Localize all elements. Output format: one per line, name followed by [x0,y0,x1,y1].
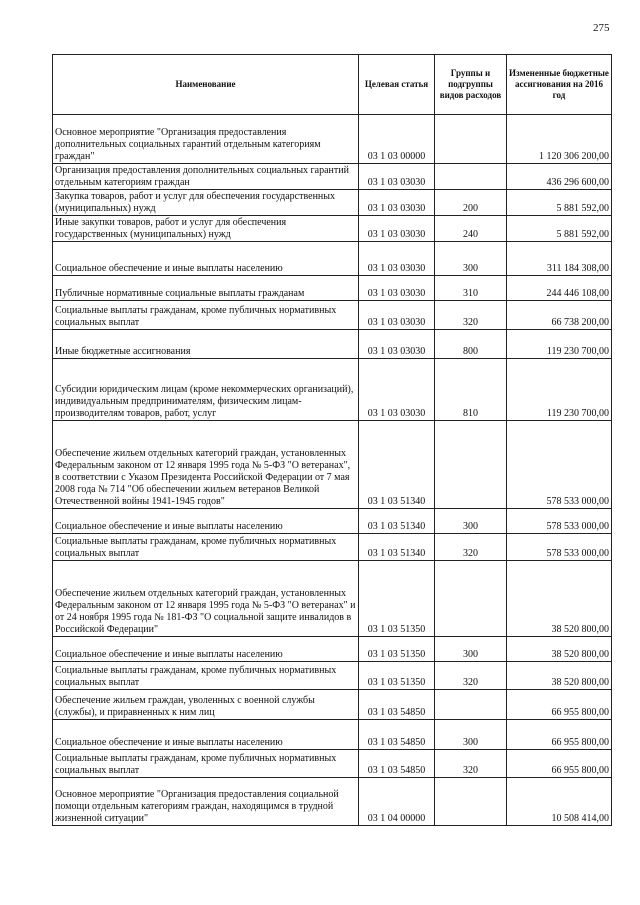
row-target: 03 1 03 03030 [359,164,435,190]
table-row [53,690,612,720]
row-group: 300 [435,509,507,534]
row-name: Социальное обеспечение и иные выплаты населению [53,637,359,662]
row-name: Иные бюджетные ассигнования [53,330,359,359]
row-amount: 578 533 000,00 [507,509,612,534]
table-row [53,276,612,301]
row-group: 240 [435,216,507,242]
row-target: 03 1 03 03030 [359,301,435,330]
row-target: 03 1 03 51340 [359,421,435,509]
row-amount: 66 955 800,00 [507,690,612,720]
row-target: 03 1 03 03030 [359,359,435,421]
row-amount: 578 533 000,00 [507,534,612,561]
row-target: 03 1 03 00000 [359,115,435,164]
row-target: 03 1 03 54850 [359,750,435,778]
row-amount: 66 738 200,00 [507,301,612,330]
row-group [435,115,507,164]
row-name: Обеспечение жильем отдельных категорий граждан, установленных Федеральным законом от 12 января 1995 года № 5-ФЗ "О ветеранах", в соответствии с Указом Президента Российской Федерации от 7 мая 2008 года № 714 "Об обеспечении жильем ветеранов Великой Отечественной войны 1941-1945 годов" [53,421,359,509]
row-name: Социальное обеспечение и иные выплаты населению [53,509,359,534]
row-group: 320 [435,534,507,561]
table-header-row [53,55,612,115]
row-target: 03 1 03 51350 [359,662,435,690]
table-row [53,778,612,826]
row-amount: 5 881 592,00 [507,190,612,216]
row-name: Социальные выплаты гражданам, кроме публичных нормативных социальных выплат [53,534,359,561]
row-target: 03 1 03 54850 [359,690,435,720]
table-row [53,662,612,690]
row-target: 03 1 03 03030 [359,330,435,359]
row-amount: 1 120 306 200,00 [507,115,612,164]
row-group: 320 [435,301,507,330]
row-group [435,690,507,720]
row-group: 320 [435,750,507,778]
table-row [53,534,612,561]
row-target: 03 1 03 03030 [359,216,435,242]
row-target: 03 1 03 51340 [359,509,435,534]
row-target: 03 1 04 00000 [359,778,435,826]
header-groups: Группы и подгруппы видов расходов [435,55,507,115]
row-amount: 578 533 000,00 [507,421,612,509]
row-target: 03 1 03 03030 [359,190,435,216]
row-group: 310 [435,276,507,301]
row-group [435,778,507,826]
table-row [53,561,612,637]
row-name: Социальное обеспечение и иные выплаты населению [53,242,359,276]
table-row [53,216,612,242]
row-target: 03 1 03 51350 [359,561,435,637]
header-amount: Измененные бюджетные ассигнования на 2016 год [507,55,612,115]
row-name: Социальные выплаты гражданам, кроме публичных нормативных социальных выплат [53,301,359,330]
row-group: 800 [435,330,507,359]
row-target: 03 1 03 03030 [359,276,435,301]
row-amount: 66 955 800,00 [507,720,612,750]
table-row [53,637,612,662]
row-group: 300 [435,637,507,662]
row-target: 03 1 03 51340 [359,534,435,561]
row-name: Закупка товаров, работ и услуг для обеспечения государственных (муниципальных) нужд [53,190,359,216]
row-name: Публичные нормативные социальные выплаты гражданам [53,276,359,301]
row-name: Организация предоставления дополнительных социальных гарантий отдельным категориям граждан [53,164,359,190]
row-group: 810 [435,359,507,421]
table-row [53,330,612,359]
row-name: Обеспечение жильем граждан, уволенных с военной службы (службы), и приравненных к ним лиц [53,690,359,720]
row-group: 300 [435,242,507,276]
row-amount: 119 230 700,00 [507,330,612,359]
budget-table [52,54,612,826]
row-group: 300 [435,720,507,750]
table-row [53,164,612,190]
row-amount: 38 520 800,00 [507,637,612,662]
row-group: 200 [435,190,507,216]
page-number: 275 [593,22,610,34]
table-row [53,720,612,750]
row-group [435,561,507,637]
table-row [53,421,612,509]
row-amount: 38 520 800,00 [507,561,612,637]
row-name: Основное мероприятие "Организация предоставления дополнительных социальных гарантий отдельным категориям граждан" [53,115,359,164]
row-name: Социальные выплаты гражданам, кроме публичных нормативных социальных выплат [53,750,359,778]
row-name: Социальные выплаты гражданам, кроме публичных нормативных социальных выплат [53,662,359,690]
row-group [435,164,507,190]
header-target: Целевая статья [359,55,435,115]
row-group [435,421,507,509]
table-row [53,242,612,276]
table-row [53,190,612,216]
table-row [53,509,612,534]
row-amount: 119 230 700,00 [507,359,612,421]
row-amount: 244 446 108,00 [507,276,612,301]
row-amount: 10 508 414,00 [507,778,612,826]
row-target: 03 1 03 51350 [359,637,435,662]
row-name: Иные закупки товаров, работ и услуг для обеспечения государственных (муниципальных) нужд [53,216,359,242]
table-row [53,301,612,330]
table-row [53,359,612,421]
row-amount: 5 881 592,00 [507,216,612,242]
header-name: Наименование [53,55,359,115]
row-name: Обеспечение жильем отдельных категорий граждан, установленных Федеральным законом от 12 января 1995 года № 5-ФЗ "О ветеранах" и от 24 ноября 1995 года № 181-ФЗ "О социальной защите инвалидов в Российской Федерации" [53,561,359,637]
row-amount: 38 520 800,00 [507,662,612,690]
row-amount: 66 955 800,00 [507,750,612,778]
table-row [53,750,612,778]
row-name: Социальное обеспечение и иные выплаты населению [53,720,359,750]
row-amount: 436 296 600,00 [507,164,612,190]
row-group: 320 [435,662,507,690]
table-row [53,115,612,164]
row-target: 03 1 03 03030 [359,242,435,276]
row-amount: 311 184 308,00 [507,242,612,276]
row-name: Субсидии юридическим лицам (кроме некоммерческих организаций), индивидуальным предпринимателям, физическим лицам-производителям товаров, работ, услуг [53,359,359,421]
row-target: 03 1 03 54850 [359,720,435,750]
row-name: Основное мероприятие "Организация предоставления социальной помощи отдельным категориям граждан, находящимся в трудной жизненной ситуации" [53,778,359,826]
